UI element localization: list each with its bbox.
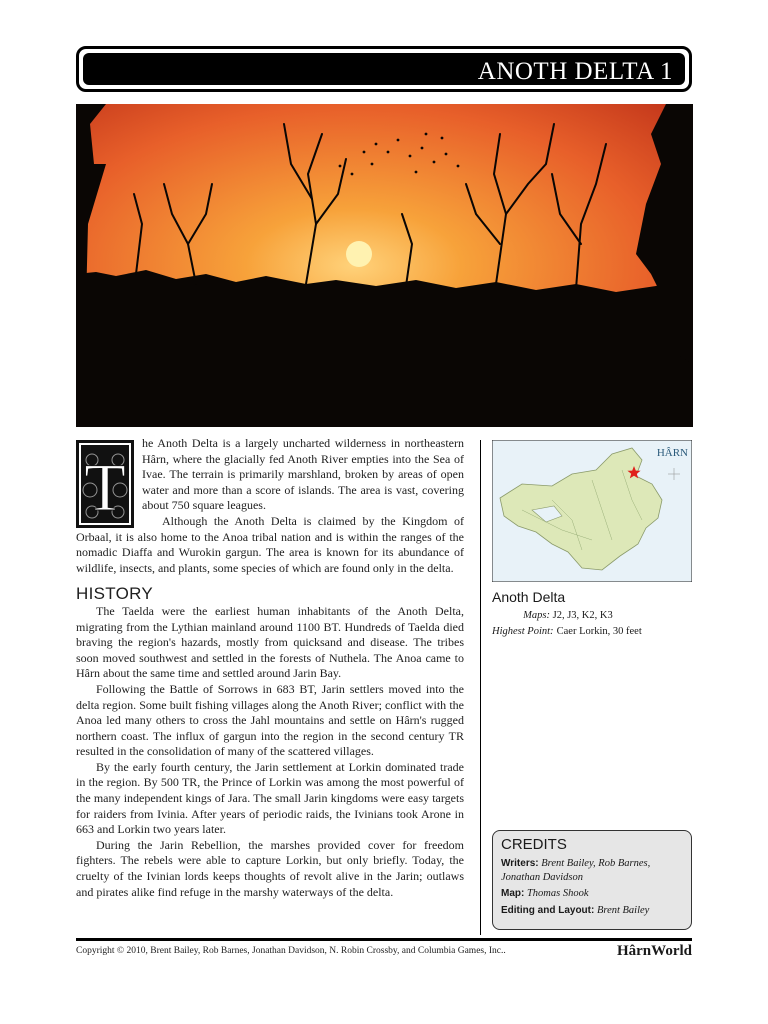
sidebar-title: Anoth Delta: [492, 589, 566, 605]
history-paragraph: The Taelda were the earliest human inhabitants of the Anoth Delta, migrating from the Lythian mainland around 1100 BT. Hundreds of Taelda died braving the region's hazards, mostly from quicksand and disease. The tribes soon moved southwest and settled in the forests of Nuthela. The Anoa came to Hârn about the same time and settled around Jarin Bay.: [76, 603, 464, 681]
copyright-text: Copyright © 2010, Brent Bailey, Rob Barnes, Jonathan Davidson, N. Robin Crossby, and Columbia Games, Inc..: [76, 946, 506, 956]
credit-writers: [501, 857, 683, 884]
page-header: [76, 46, 692, 92]
intro-paragraph-1: he Anoth Delta is a largely uncharted wilderness in northeastern Hârn, where the glacially fed Anoth River empties into the Sea of Ivae. The terrain is primarily marshland, broken by areas of open water and more than a score of islands. The area is vast, covering about 750 square leagues.: [142, 436, 464, 513]
fact-value: J2, J3, K2, K3: [552, 610, 613, 621]
main-article: [76, 436, 464, 900]
column-divider: [480, 440, 481, 935]
credits-title: CREDITS: [501, 836, 567, 853]
harnworld-logo: HârnWorld: [616, 943, 692, 959]
facts-list: [492, 608, 692, 640]
fact-highest-point: [492, 624, 692, 640]
credit-label: Editing and Layout:: [501, 904, 595, 916]
header-bar: [83, 53, 685, 85]
credit-editing: [501, 904, 683, 918]
credit-label: Writers:: [501, 858, 539, 869]
credit-value: Brent Bailey: [596, 904, 650, 916]
credit-value: Brent Bailey, Rob Barnes, Jonathan Davidson: [501, 858, 651, 883]
footer-rule: [76, 938, 692, 941]
credit-label: Map:: [501, 888, 525, 899]
history-paragraph: By the early fourth century, the Jarin settlement at Lorkin dominated trade in the region. By 500 TR, the Prince of Lorkin was among the most powerful of the many independent kings of Jara. The small Jarin kingdoms were easy targets for raiders from Ivinia. After years of periodic raids, the Ivinians took Arone in 663 and Lorkin two years later.: [76, 759, 464, 837]
credit-map: [501, 887, 683, 901]
credit-value: Thomas Shook: [526, 888, 589, 899]
dropcap-letter: T: [84, 449, 126, 525]
map-label: HÂRN: [656, 447, 688, 459]
fact-value: Caer Lorkin, 30 feet: [556, 626, 642, 637]
fact-label: Highest Point:: [492, 626, 554, 637]
history-paragraph: Following the Battle of Sorrows in 683 BT, Jarin settlers moved into the delta region. Some built fishing villages along the Anoth River; conflict with the Anoa led many others to cross the Jahl mountains and settle on Hârn's rugged northern coast. The influx of gargun into the region in the second century TR resulted in the consolidation of many of the scattered villages.: [76, 681, 464, 759]
sunset-marsh-photo: [76, 104, 693, 427]
fact-maps: [492, 608, 692, 624]
history-paragraph: During the Jarin Rebellion, the marshes provided cover for freedom fighters. The rebels were able to capture Lorkin, but only briefly. Today, the cruelty of the Ivinian lords keeps thoughts of revolt alive in the Jarin; outlaws and pirates alike find refuge in the marshy waterways of the delta.: [76, 837, 464, 899]
ornamental-dropcap: [76, 440, 134, 528]
page-title: ANOTH DELTA 1: [477, 58, 673, 85]
intro-paragraph-2: Although the Anoth Delta is claimed by the Kingdom of Orbaal, it is also home to the Anoa tribal nation and is within the ranges of the nomadic Diaffa and Wurokin gargun. The area is known for its abundance of wildlife, insects, and plants, some species of which are found only in the delta.: [76, 513, 464, 575]
history-heading: HISTORY: [76, 584, 154, 604]
fact-label: Maps:: [523, 610, 550, 621]
credits-box: [492, 830, 692, 930]
harn-locator-map: [492, 440, 692, 582]
